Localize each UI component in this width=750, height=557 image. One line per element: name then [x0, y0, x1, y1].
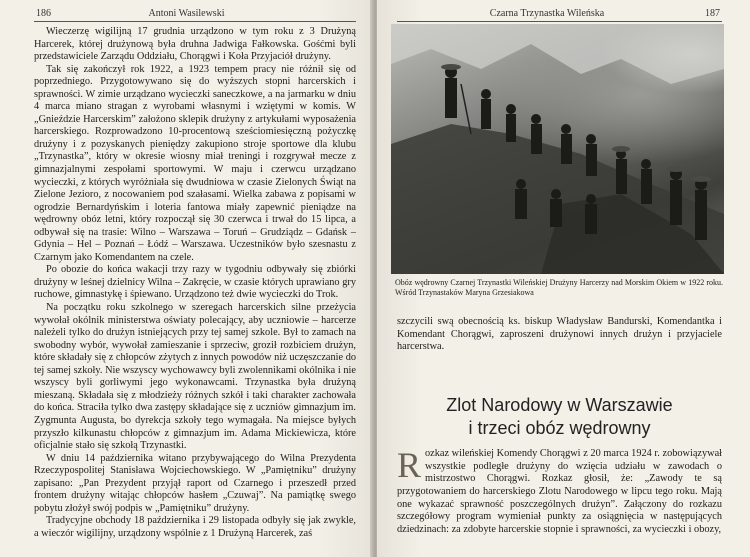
opening-paragraph: [397, 445, 722, 537]
header-rule: [397, 21, 722, 22]
body-text: [34, 26, 356, 540]
running-head: Czarna Trzynastka Wileńska: [489, 8, 605, 19]
paragraph: Wieczerzę wigilijną 17 grudnia urządzono w tym roku z 3 Drużyną Harcerek, której drużynową była druhna Jadwiga Fałkowska. Gośćmi byli przedstawiciele Zarządu Oddziału, Chorągwi i Koła Przyjaciół drużyny.: [34, 26, 356, 63]
drop-cap: R: [397, 445, 422, 485]
paragraph: Tradycyjne obchody 18 października i 29 listopada odbyły się jak zwykle, a wieczór wigilijny, urządzony wspólnie z 1 Drużyną Harcerek, zaś: [34, 515, 356, 539]
group-photo: [391, 24, 724, 274]
opening-text: ozkaz wileńskiej Komendy Chorągwi z 20 marca 1924 r. zobowiązywał wszystkie podległe drużyny do wzięcia udziału w zawodach o mistrzostwo Chorągwi. Rozkaz głosił, że: „Zawody te są przygotowaniem do harcerskiego Zlotu Narodowego w lipcu tego roku. Mają one wykazać sprawność poszczególnych drużyn”. Załączony do rozkazu szczegółowy program wymieniał punkty za osiągnięcia w następujących dziedzinach: za zdobyte harcerskie stopnie i sprawności, za wycieczki i obozy,: [397, 448, 722, 535]
chapter-title-line: i trzeci obóz wędrowny: [468, 418, 651, 438]
photo-caption: Obóz wędrowny Czarnej Trzynastki Wileńskiej Drużyny Harcerzy nad Morskim Okiem w 1922 roku. Wśród Trzynastaków Maryna Grzesiakowa: [395, 278, 723, 298]
paragraph: Po obozie do końca wakacji trzy razy w tygodniu odbywały się zbiórki drużyny w leśnej dzielnicy Wilna – Zakręcie, w czasie których uprawiano gry ruchowe, gimnastykę i śpiewano. Urządzono też dwie wycieczki do Trok.: [34, 264, 356, 301]
page-number: 187: [705, 8, 720, 19]
paragraph: W dniu 14 października witano przybywającego do Wilna Prezydenta Rzeczypospolitej Stanisława Wojciechowskiego. W „Pamiętniku” drużyny zapisano: „Pan Prezydent przyjął raport od Czarnego i przeszedł przed frontem drużyny witając chłopców hasłem „Czuwaj”. Na pamiątkę swego pobytu złożył swój podpis w „Pamiętniku” drużyny.: [34, 452, 356, 514]
photo-scene: [391, 24, 724, 274]
page-number: 186: [36, 8, 51, 19]
paragraph: Na początku roku szkolnego w szeregach harcerskich silne przeżycia wywołał okólnik ministerstwa oświaty polecający, aby uczniowie – harcerze należeli tylko do drużyn istniejących przy tej samej szkole. Był to zamach na swobodny wybór, wywołał zamieszanie i sprzeciw, groził rozbiciem drużyn, które składały się z chłopców zżytych z innych powodów niż uczęszczanie do tej samej szkoły. Nie wszyscy wychowawcy byli zwolennikami okólnika i nie wszyscy byli gorliwymi jego wykonawcami. Trzynastka była drużyną mieszaną. Składała się z młodzieży różnych szkół i taki charakter zachowała do końca. Straciła tylko dwa zastępy składające się z uczniów gimnazjum im. Zygmunta Augusta, bo dyrekcja szkoły tego wymagała. Na miejsce byłych przyszło kilkunastu chłopców z gimnazjum im. Adama Mickiewicza, które oficjalnie stało się szkołą Trzynastki.: [34, 302, 356, 452]
paragraph: Tak się zakończył rok 1922, a 1923 tempem pracy nie różnił się od poprzedniego. Przygotowywano się do wyższych stopni harcerskich i sprawności. W zimie urządzano wycieczki saneczkowe, a na jarmarku w dniu 4 marca miano stragan z wyrobami własnymi i wziętymi w komis. W „Gnieździe Harcerskim” założono sklepik drużyny z artykułami wyposażenia harcerskiego. Rozprowadzono 10-procentową sześciomiesięczną pożyczkę drużyny i z pozyskanych pieniędzy zakupiono stroje sportowe dla klubu „Trzynastka”, który w okresie wiosny miał treningi i rozgrywał mecze z gimnazjalnymi zespołami sportowymi. W maju i czerwcu urządzano wycieczki, z których wyróżniała się dwudniowa w czasie Zielonych Świąt na Zielone Jezioro, z nocowaniem pod szałasami. Wielka zabawa z popisami w ogrodzie Bernardyńskim i loteria fantowa miały zapewnić pieniądze na wędrowny obóz letni, który rozpoczął się 30 czerwca i trwał do 15 lipca, a odbywał się na trasie: Wilno – Warszawa – Toruń – Grudziądz – Gdańsk – Gdynia – Hel – Poznań – Łódź – Warszawa. Uczestników było szesnastu z Czarnym jako Komendantem na czele.: [34, 63, 356, 263]
running-head: Antoni Wasilewski: [148, 8, 225, 19]
left-page: [0, 0, 373, 557]
continuation-text: [397, 316, 722, 354]
paragraph: szczycili swą obecnością ks. biskup Władysław Bandurski, Komendantka i Komendant Chorągwi, zaproszeni drużynowi innych drużyn i przyjaciele harcerstwa.: [397, 316, 722, 353]
header-rule: [34, 21, 356, 22]
right-page: [377, 0, 750, 557]
chapter-title-line: Zlot Narodowy w Warszawie: [446, 395, 673, 415]
chapter-title: [397, 394, 722, 440]
